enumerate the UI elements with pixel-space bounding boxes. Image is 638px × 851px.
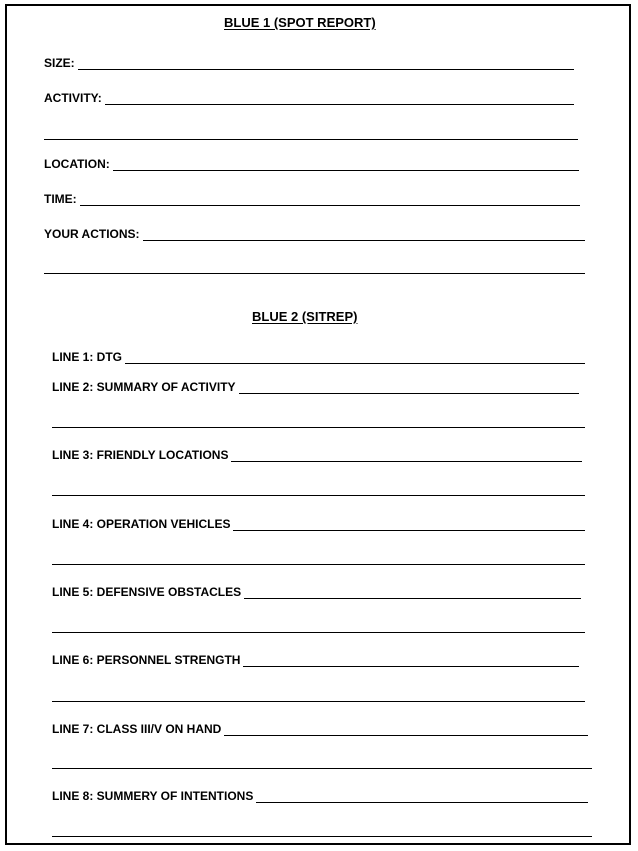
sitrep-line-5-label: LINE 5: DEFENSIVE OBSTACLES <box>52 585 242 599</box>
your-actions-field[interactable] <box>143 227 585 241</box>
sitrep-line-8-continuation-row <box>52 821 592 837</box>
sitrep-line-3-continuation-row <box>52 480 585 496</box>
sitrep-line-7-continuation-row <box>52 753 592 769</box>
location-label: LOCATION: <box>44 157 110 171</box>
time-label: TIME: <box>44 192 77 206</box>
sitrep-line-4-continuation-field[interactable] <box>52 551 585 565</box>
time-field[interactable] <box>80 192 580 206</box>
activity-continuation-row <box>44 124 578 140</box>
sitrep-line-7-field[interactable] <box>224 722 588 736</box>
location-row <box>44 155 579 171</box>
sitrep-line-7-row <box>52 720 588 736</box>
blue2-title: BLUE 2 (SITREP) <box>252 309 358 324</box>
sitrep-line-2-label: LINE 2: SUMMARY OF ACTIVITY <box>52 380 236 394</box>
sitrep-line-6-row <box>52 651 579 667</box>
your-actions-label: YOUR ACTIONS: <box>44 227 140 241</box>
sitrep-line-2-continuation-row <box>52 412 585 428</box>
sitrep-line-7-continuation-field[interactable] <box>52 755 592 769</box>
size-row <box>44 54 574 70</box>
activity-field[interactable] <box>105 91 574 105</box>
sitrep-line-8-label: LINE 8: SUMMERY OF INTENTIONS <box>52 789 254 803</box>
sitrep-line-5-row <box>52 583 581 599</box>
sitrep-line-1-row <box>52 348 585 364</box>
sitrep-line-5-continuation-row <box>52 617 585 633</box>
sitrep-line-3-label: LINE 3: FRIENDLY LOCATIONS <box>52 448 229 462</box>
sitrep-line-4-field[interactable] <box>233 517 585 531</box>
sitrep-line-6-field[interactable] <box>243 653 579 667</box>
sitrep-line-5-continuation-field[interactable] <box>52 619 585 633</box>
sitrep-line-8-continuation-field[interactable] <box>52 823 592 837</box>
sitrep-line-3-field[interactable] <box>231 448 582 462</box>
sitrep-line-6-label: LINE 6: PERSONNEL STRENGTH <box>52 653 241 667</box>
sitrep-line-3-continuation-field[interactable] <box>52 482 585 496</box>
sitrep-line-7-label: LINE 7: CLASS III/V ON HAND <box>52 722 222 736</box>
your-actions-continuation-row <box>44 258 585 274</box>
size-label: SIZE: <box>44 56 75 70</box>
activity-row <box>44 89 574 105</box>
sitrep-line-6-continuation-row <box>52 686 585 702</box>
your-actions-row <box>44 225 585 241</box>
sitrep-line-2-field[interactable] <box>239 380 579 394</box>
sitrep-line-4-continuation-row <box>52 549 585 565</box>
activity-continuation-field[interactable] <box>44 126 578 140</box>
sitrep-line-6-continuation-field[interactable] <box>52 688 585 702</box>
your-actions-continuation-field[interactable] <box>44 260 585 274</box>
sitrep-line-5-field[interactable] <box>244 585 581 599</box>
sitrep-line-2-continuation-field[interactable] <box>52 414 585 428</box>
sitrep-line-8-row <box>52 787 588 803</box>
blue1-title: BLUE 1 (SPOT REPORT) <box>224 15 376 30</box>
report-form-page <box>5 4 631 845</box>
sitrep-line-4-label: LINE 4: OPERATION VEHICLES <box>52 517 231 531</box>
activity-label: ACTIVITY: <box>44 91 102 105</box>
sitrep-line-1-label: LINE 1: DTG <box>52 350 123 364</box>
sitrep-line-2-row <box>52 378 579 394</box>
sitrep-line-8-field[interactable] <box>256 789 588 803</box>
location-field[interactable] <box>113 157 579 171</box>
sitrep-line-3-row <box>52 446 582 462</box>
size-field[interactable] <box>78 56 574 70</box>
sitrep-line-4-row <box>52 515 585 531</box>
time-row <box>44 190 580 206</box>
sitrep-line-1-field[interactable] <box>125 350 585 364</box>
